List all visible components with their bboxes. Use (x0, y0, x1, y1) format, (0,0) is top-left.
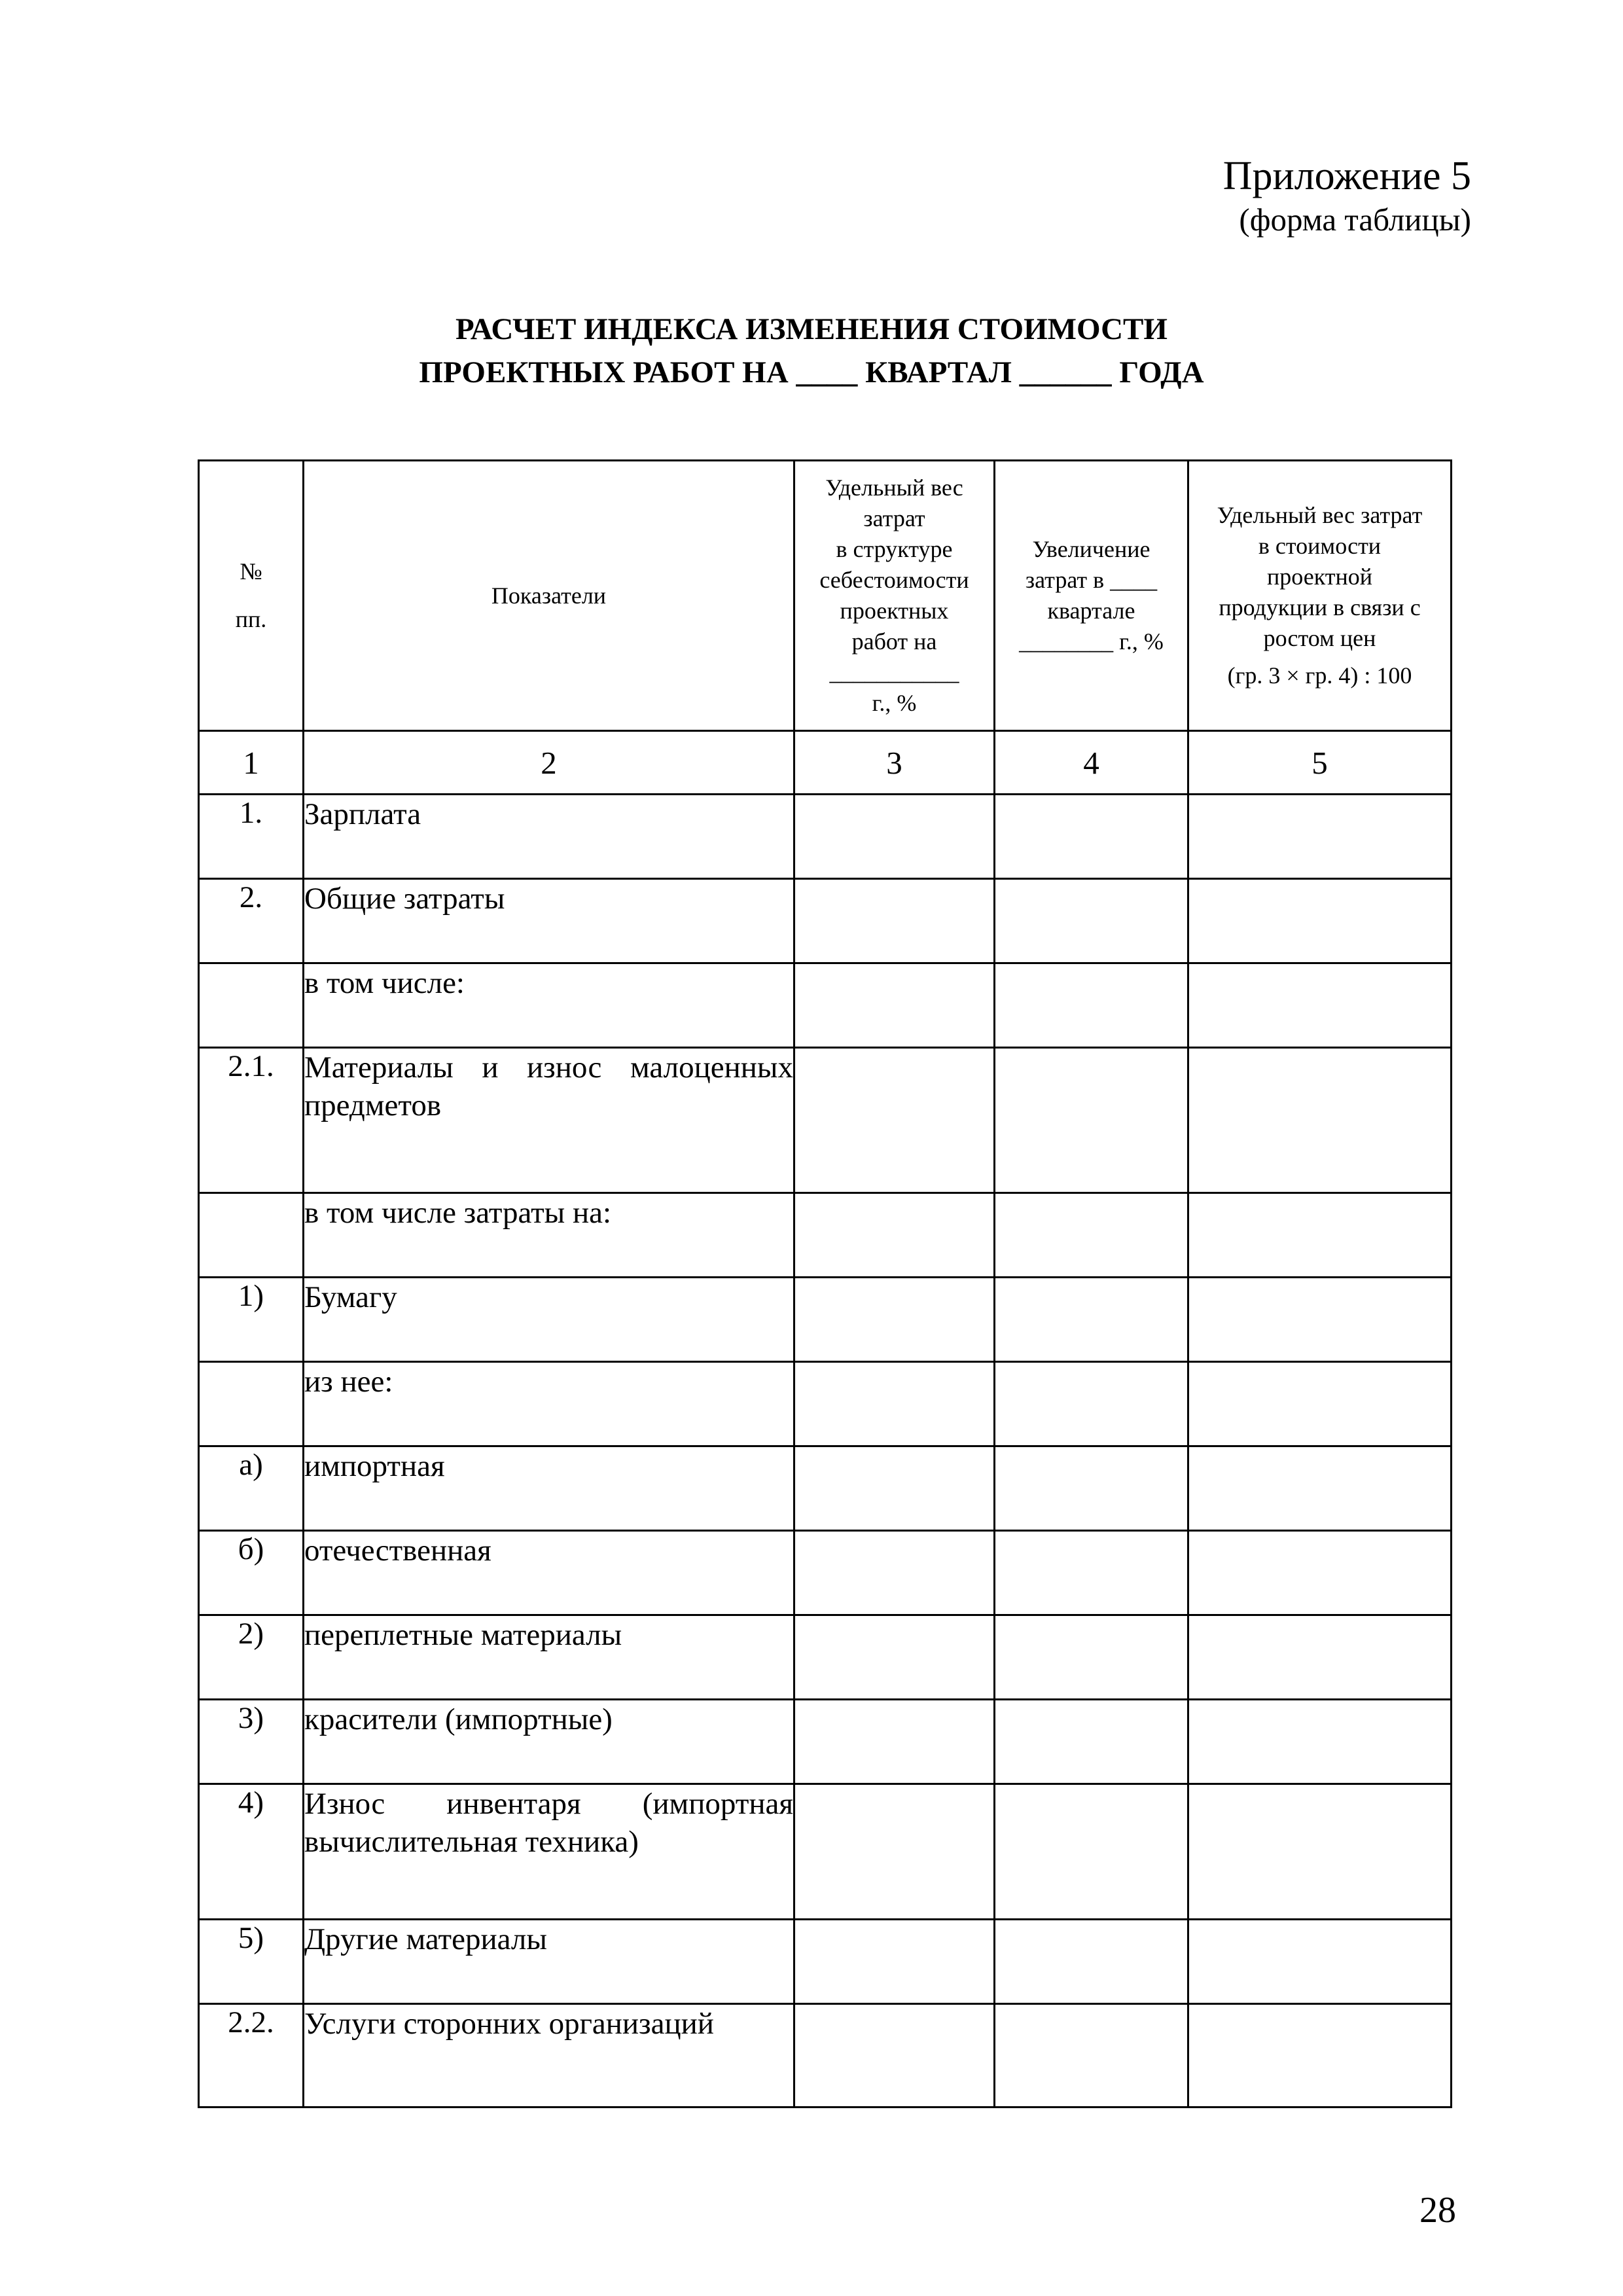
table-row (199, 1920, 1452, 2004)
value-cell-col4[interactable] (995, 1048, 1188, 1193)
row-number: 2.1. (199, 1048, 304, 1193)
table-row (199, 1784, 1452, 1920)
header-price-growth-line: в стоимости (1258, 533, 1382, 559)
header-price-growth-line: Удельный вес затрат (1217, 502, 1423, 528)
column-number: 2 (304, 731, 794, 795)
title-line-1: РАСЧЕТ ИНДЕКСА ИЗМЕНЕНИЯ СТОИМОСТИ (455, 312, 1168, 346)
value-cell-col3[interactable] (794, 1446, 995, 1531)
header-cost-increase-line: Увеличение (1032, 536, 1150, 562)
row-number: 3) (199, 1700, 304, 1784)
table-row (199, 795, 1452, 879)
row-label: Износ инвентаря (импортная вычислительная техника) (304, 1784, 794, 1920)
header-price-growth-line: ростом цен (1263, 625, 1376, 651)
row-label: Услуги сторонних организаций (304, 2004, 794, 2108)
value-cell-col3[interactable] (794, 2004, 995, 2108)
value-cell-col3[interactable] (794, 1048, 995, 1193)
value-cell-col3[interactable] (794, 879, 995, 963)
value-cell-col4[interactable] (995, 963, 1188, 1048)
header-cost-share (794, 461, 995, 731)
row-number (199, 1193, 304, 1278)
header-cost-increase (995, 461, 1188, 731)
header-cost-increase-line: затрат в ____ (1025, 567, 1158, 593)
value-cell-col3[interactable] (794, 795, 995, 879)
row-number: 2.2. (199, 2004, 304, 2108)
row-label: Бумагу (304, 1278, 794, 1362)
row-label: в том числе затраты на: (304, 1193, 794, 1278)
row-label: Материалы и износ малоценных предметов (304, 1048, 794, 1193)
row-number: а) (199, 1446, 304, 1531)
value-cell-col3[interactable] (794, 1362, 995, 1446)
title-line-2: ПРОЕКТНЫХ РАБОТ НА ____ КВАРТАЛ ______ ГОДА (419, 355, 1204, 389)
value-cell-col3[interactable] (794, 1615, 995, 1700)
value-cell-col5[interactable] (1188, 1784, 1452, 1920)
value-cell-col4[interactable] (995, 1278, 1188, 1362)
value-cell-col5[interactable] (1188, 1446, 1452, 1531)
row-number: 2) (199, 1615, 304, 1700)
table-row (199, 1362, 1452, 1446)
table-row (199, 1615, 1452, 1700)
value-cell-col4[interactable] (995, 1920, 1188, 2004)
header-number-line1: № (240, 558, 262, 584)
table-row (199, 1446, 1452, 1531)
value-cell-col5[interactable] (1188, 1048, 1452, 1193)
row-label: Зарплата (304, 795, 794, 879)
column-number: 3 (794, 731, 995, 795)
header-indicators: Показатели (304, 461, 794, 731)
header-cost-share-line: г., % (872, 690, 917, 716)
table-header-row (199, 461, 1452, 731)
row-number: 5) (199, 1920, 304, 2004)
column-numbers-row (199, 731, 1452, 795)
page-number: 28 (1419, 2190, 1456, 2231)
column-number: 4 (995, 731, 1188, 795)
header-cost-share-line: себестоимости (819, 567, 969, 593)
row-label: импортная (304, 1446, 794, 1531)
document-title (0, 308, 1623, 394)
header-price-growth-line: проектной (1267, 564, 1372, 590)
table-row (199, 1700, 1452, 1784)
value-cell-col4[interactable] (995, 2004, 1188, 2108)
value-cell-col4[interactable] (995, 1531, 1188, 1615)
appendix-header (1223, 152, 1471, 240)
cost-index-table (198, 459, 1452, 2108)
row-label: Другие материалы (304, 1920, 794, 2004)
value-cell-col5[interactable] (1188, 1362, 1452, 1446)
value-cell-col3[interactable] (794, 1531, 995, 1615)
value-cell-col5[interactable] (1188, 1920, 1452, 2004)
value-cell-col3[interactable] (794, 1193, 995, 1278)
table-row (199, 1278, 1452, 1362)
row-label: в том числе: (304, 963, 794, 1048)
row-label: отечественная (304, 1531, 794, 1615)
header-cost-share-line: работ на (851, 628, 937, 655)
value-cell-col3[interactable] (794, 1920, 995, 2004)
table-row (199, 2004, 1452, 2108)
table-row (199, 879, 1452, 963)
appendix-note: (форма таблицы) (1239, 202, 1471, 238)
header-cost-share-line: ___________ (829, 659, 959, 685)
row-number: 1) (199, 1278, 304, 1362)
header-price-growth-share (1188, 461, 1452, 731)
value-cell-col4[interactable] (995, 1615, 1188, 1700)
value-cell-col4[interactable] (995, 1362, 1188, 1446)
row-number: б) (199, 1531, 304, 1615)
header-price-growth-line: продукции в связи с (1219, 594, 1421, 620)
value-cell-col4[interactable] (995, 1193, 1188, 1278)
value-cell-col5[interactable] (1188, 795, 1452, 879)
column-number: 5 (1188, 731, 1452, 795)
value-cell-col5[interactable] (1188, 1193, 1452, 1278)
row-label: из нее: (304, 1362, 794, 1446)
row-label: красители (импортные) (304, 1700, 794, 1784)
value-cell-col5[interactable] (1188, 1278, 1452, 1362)
value-cell-col5[interactable] (1188, 879, 1452, 963)
row-number: 1. (199, 795, 304, 879)
value-cell-col4[interactable] (995, 1700, 1188, 1784)
header-cost-share-line: в структуре (836, 536, 953, 562)
row-number (199, 1362, 304, 1446)
appendix-label: Приложение 5 (1222, 154, 1471, 198)
value-cell-col4[interactable] (995, 795, 1188, 879)
header-cost-share-line: проектных (840, 598, 949, 624)
value-cell-col3[interactable] (794, 1700, 995, 1784)
value-cell-col3[interactable] (794, 1278, 995, 1362)
row-label: переплетные материалы (304, 1615, 794, 1700)
value-cell-col4[interactable] (995, 1446, 1188, 1531)
header-cost-increase-line: ________ г., % (1019, 628, 1164, 655)
table-row (199, 963, 1452, 1048)
header-number (199, 461, 304, 731)
value-cell-col4[interactable] (995, 1784, 1188, 1920)
header-number-line2: пп. (235, 606, 267, 632)
row-number (199, 963, 304, 1048)
value-cell-col5[interactable] (1188, 1700, 1452, 1784)
table-row (199, 1531, 1452, 1615)
header-cost-share-line: затрат (863, 505, 925, 531)
value-cell-col5[interactable] (1188, 2004, 1452, 2108)
header-cost-share-line: Удельный вес (825, 475, 963, 501)
table-row (199, 1193, 1452, 1278)
table-row (199, 1048, 1452, 1193)
value-cell-col5[interactable] (1188, 963, 1452, 1048)
value-cell-col3[interactable] (794, 1784, 995, 1920)
value-cell-col5[interactable] (1188, 1531, 1452, 1615)
row-label: Общие затраты (304, 879, 794, 963)
row-number: 4) (199, 1784, 304, 1920)
value-cell-col5[interactable] (1188, 1615, 1452, 1700)
value-cell-col3[interactable] (794, 963, 995, 1048)
value-cell-col4[interactable] (995, 879, 1188, 963)
column-number: 1 (199, 731, 304, 795)
header-cost-increase-line: квартале (1047, 598, 1135, 624)
header-price-growth-formula: (гр. 3 × гр. 4) : 100 (1227, 662, 1412, 689)
row-number: 2. (199, 879, 304, 963)
